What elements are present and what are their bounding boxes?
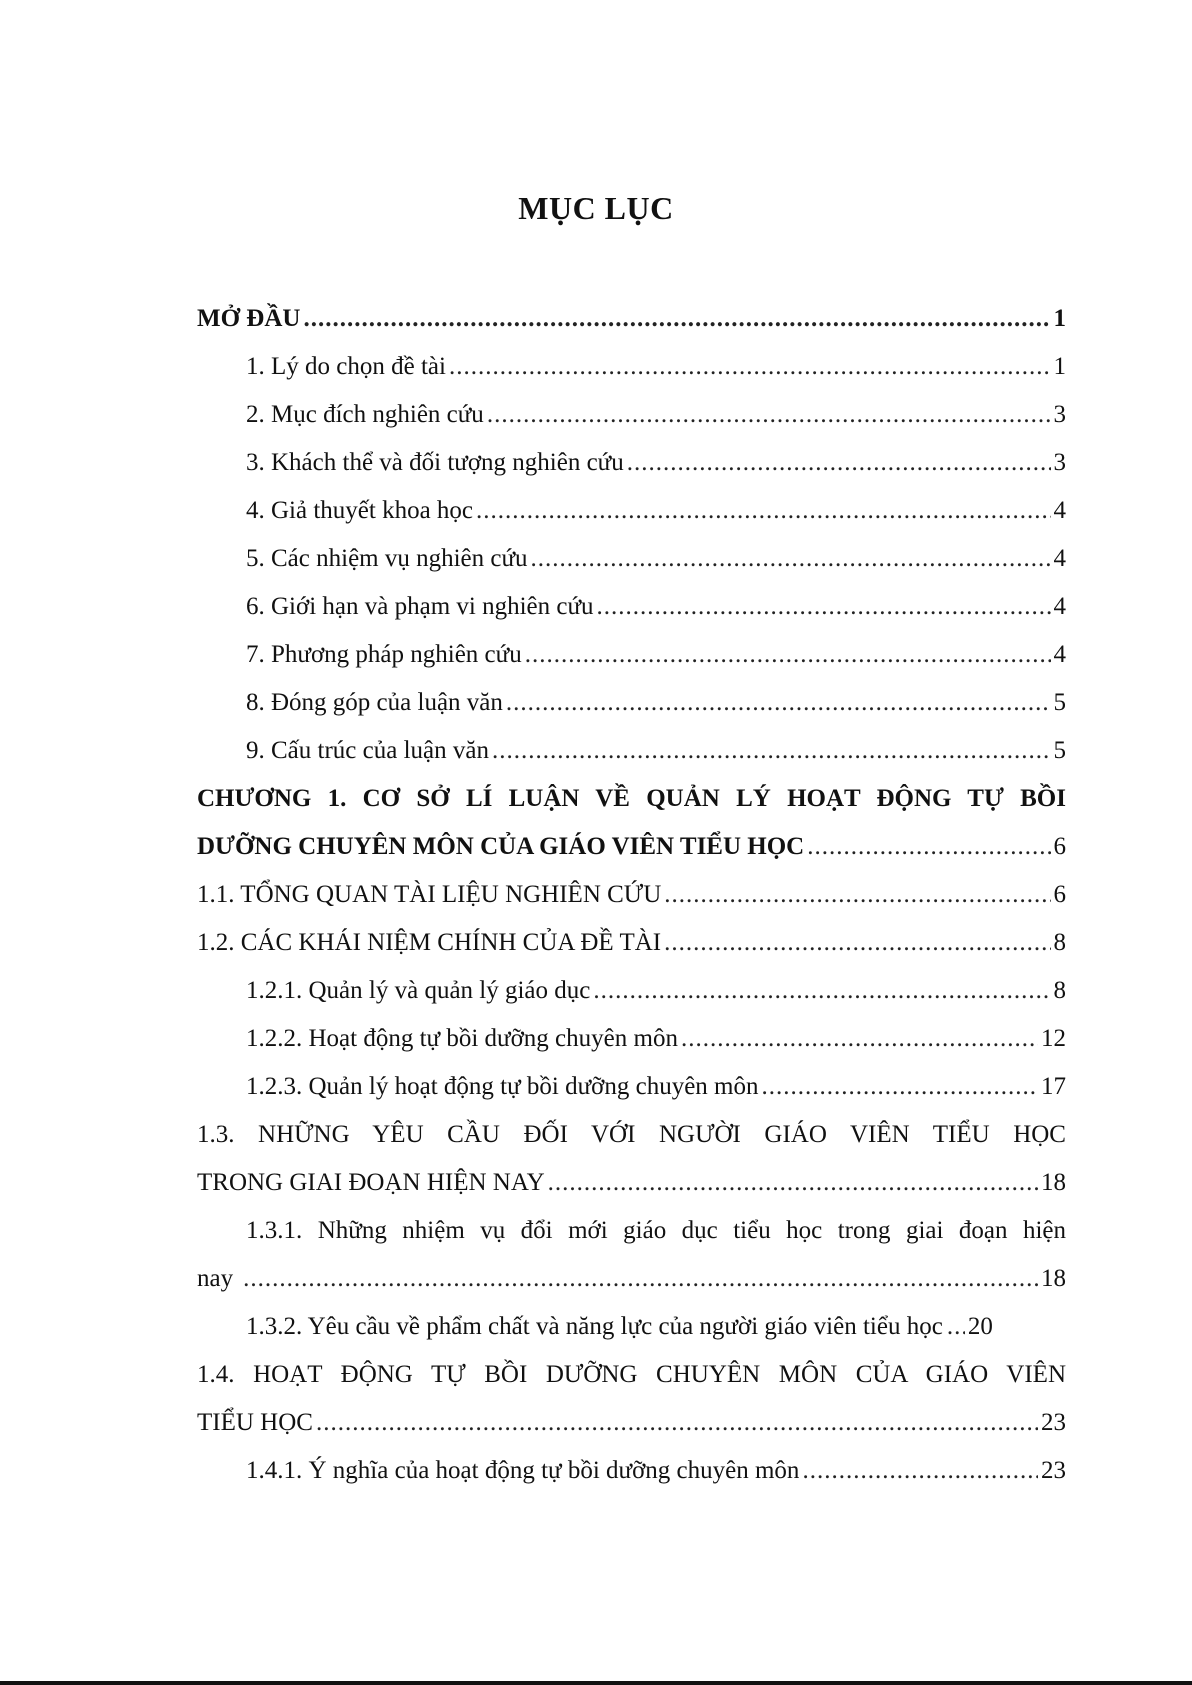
toc-entry-page: 4 bbox=[1053, 593, 1066, 620]
toc-entry-7[interactable] bbox=[246, 633, 1066, 667]
toc-entry-page: 8 bbox=[1053, 929, 1066, 956]
toc-entry-1-4-1[interactable] bbox=[246, 1449, 1066, 1483]
dot-leader bbox=[597, 594, 1051, 619]
toc-entry-1-2-2[interactable] bbox=[246, 1017, 1066, 1051]
toc-entry-label: 1.1. TỔNG QUAN TÀI LIỆU NGHIÊN CỨU bbox=[197, 881, 662, 908]
toc-entry-label: 7. Phương pháp nghiên cứu bbox=[246, 641, 522, 668]
toc-entry-label: 9. Cấu trúc của luận văn bbox=[246, 737, 489, 764]
toc-entry-1-3-2[interactable] bbox=[246, 1305, 1066, 1339]
toc-entry-page: 5 bbox=[1053, 737, 1066, 764]
dot-leader bbox=[506, 690, 1051, 715]
toc-entry-6[interactable] bbox=[246, 585, 1066, 619]
toc-entry-label: TIỂU HỌC bbox=[197, 1409, 313, 1436]
dot-leader bbox=[449, 354, 1051, 379]
dot-leader bbox=[525, 642, 1051, 667]
toc-entry-1-3-line-2[interactable] bbox=[197, 1161, 1066, 1195]
toc-entry-page: 17 bbox=[1041, 1073, 1066, 1100]
dot-leader bbox=[664, 882, 1050, 907]
toc-entry-page: 4 bbox=[1053, 545, 1066, 572]
toc-entry-page: 18 bbox=[1041, 1265, 1066, 1292]
toc-entry-page: 4 bbox=[1053, 641, 1066, 668]
toc-entry-3[interactable] bbox=[246, 441, 1066, 475]
toc-entry-page: 1 bbox=[1053, 353, 1066, 380]
dot-leader bbox=[947, 1314, 965, 1339]
dot-leader bbox=[548, 1170, 1038, 1195]
toc-entry-page: 4 bbox=[1053, 497, 1066, 524]
dot-leader bbox=[531, 546, 1051, 571]
toc-entry-label: 1.3.1. Những nhiệm vụ đổi mới giáo dục tiểu học trong giai đoạn hiện bbox=[246, 1217, 1066, 1244]
toc-entry-label: 1.2.3. Quản lý hoạt động tự bồi dưỡng chuyên môn bbox=[246, 1073, 759, 1100]
toc-entry-page: 5 bbox=[1053, 689, 1066, 716]
toc-chapter-1-line-2[interactable] bbox=[197, 825, 1066, 859]
toc-entry-1-2[interactable] bbox=[197, 921, 1066, 955]
toc-entry-8[interactable] bbox=[246, 681, 1066, 715]
toc-entry-1-4-line-1[interactable] bbox=[197, 1353, 1066, 1387]
toc-entry-label: CHƯƠNG 1. CƠ SỞ LÍ LUẬN VỀ QUẢN LÝ HOẠT ĐỘNG TỰ BỒI bbox=[197, 785, 1066, 812]
toc-entry-label: DƯỠNG CHUYÊN MÔN CỦA GIÁO VIÊN TIỂU HỌC bbox=[197, 833, 805, 860]
toc-entry-page: 6 bbox=[1053, 881, 1066, 908]
dot-leader bbox=[487, 402, 1051, 427]
dot-leader bbox=[316, 1410, 1038, 1435]
toc-entry-mo-dau[interactable] bbox=[197, 297, 1066, 331]
toc-entry-label: 8. Đóng góp của luận văn bbox=[246, 689, 503, 716]
toc-entry-9[interactable] bbox=[246, 729, 1066, 763]
dot-leader bbox=[303, 306, 1050, 331]
dot-leader bbox=[664, 930, 1050, 955]
toc-entry-1-4-line-2[interactable] bbox=[197, 1401, 1066, 1435]
dot-leader bbox=[476, 498, 1050, 523]
toc-entry-label: 1.4.1. Ý nghĩa của hoạt động tự bồi dưỡng chuyên môn bbox=[246, 1457, 800, 1484]
toc-entry-label: 1.3. NHỮNG YÊU CẦU ĐỐI VỚI NGƯỜI GIÁO VIÊN TIỂU HỌC bbox=[197, 1121, 1066, 1148]
toc-entry-label: 3. Khách thể và đối tượng nghiên cứu bbox=[246, 449, 624, 476]
toc-entry-page: 23 bbox=[1041, 1457, 1066, 1484]
toc-entry-label: TRONG GIAI ĐOẠN HIỆN NAY bbox=[197, 1169, 545, 1196]
page-bottom-edge bbox=[0, 1681, 1192, 1685]
toc-entry-label: MỞ ĐẦU bbox=[197, 305, 301, 332]
toc-entry-page: 23 bbox=[1041, 1409, 1066, 1436]
toc-entry-label: 5. Các nhiệm vụ nghiên cứu bbox=[246, 545, 528, 572]
dot-leader bbox=[243, 1266, 1038, 1291]
toc-entry-label: 1.4. HOẠT ĐỘNG TỰ BỒI DƯỠNG CHUYÊN MÔN CỦA GIÁO VIÊN bbox=[197, 1361, 1066, 1388]
toc-entry-label: 4. Giả thuyết khoa học bbox=[246, 497, 474, 524]
toc-entry-1-2-1[interactable] bbox=[246, 969, 1066, 1003]
toc-entry-page: 18 bbox=[1041, 1169, 1066, 1196]
toc-entry-1-3-1-line-1[interactable] bbox=[246, 1209, 1066, 1243]
toc-entry-5[interactable] bbox=[246, 537, 1066, 571]
toc-entry-label: 1.3.2. Yêu cầu về phẩm chất và năng lực của người giáo viên tiểu học bbox=[246, 1313, 943, 1340]
toc-entry-page: 20 bbox=[967, 1313, 993, 1340]
toc-entry-label: 1.2. CÁC KHÁI NIỆM CHÍNH CỦA ĐỀ TÀI bbox=[197, 929, 662, 956]
dot-leader bbox=[593, 978, 1050, 1003]
toc-entry-label: 1.2.1. Quản lý và quản lý giáo dục bbox=[246, 977, 591, 1004]
toc-entry-page: 3 bbox=[1053, 449, 1066, 476]
toc-entry-page: 8 bbox=[1053, 977, 1066, 1004]
toc-entry-label: nay bbox=[197, 1265, 234, 1292]
dot-leader bbox=[492, 738, 1051, 763]
dot-leader bbox=[802, 1458, 1038, 1483]
toc-entry-page: 6 bbox=[1053, 833, 1066, 860]
toc-entry-2[interactable] bbox=[246, 393, 1066, 427]
toc-entry-page: 3 bbox=[1053, 401, 1066, 428]
toc-entry-4[interactable] bbox=[246, 489, 1066, 523]
dot-leader bbox=[627, 450, 1051, 475]
toc-title: MỤC LỤC bbox=[518, 190, 674, 226]
toc-entry-1-2-3[interactable] bbox=[246, 1065, 1066, 1099]
toc-entry-1[interactable] bbox=[246, 345, 1066, 379]
toc-entry-page: 1 bbox=[1053, 305, 1066, 332]
dot-leader bbox=[762, 1074, 1039, 1099]
toc-entry-label: 6. Giới hạn và phạm vi nghiên cứu bbox=[246, 593, 594, 620]
toc-entry-1-3-line-1[interactable] bbox=[197, 1113, 1066, 1147]
dot-leader bbox=[807, 834, 1050, 859]
toc-chapter-1-line-1[interactable] bbox=[197, 777, 1066, 811]
toc-entry-1-3-1-line-2[interactable] bbox=[197, 1257, 1066, 1291]
toc-entry-label: 1. Lý do chọn đề tài bbox=[246, 353, 446, 380]
toc-entry-label: 2. Mục đích nghiên cứu bbox=[246, 401, 484, 428]
toc-entry-page: 12 bbox=[1041, 1025, 1066, 1052]
toc-entry-label: 1.2.2. Hoạt động tự bồi dưỡng chuyên môn bbox=[246, 1025, 678, 1052]
dot-leader bbox=[681, 1026, 1038, 1051]
toc-entry-1-1[interactable] bbox=[197, 873, 1066, 907]
